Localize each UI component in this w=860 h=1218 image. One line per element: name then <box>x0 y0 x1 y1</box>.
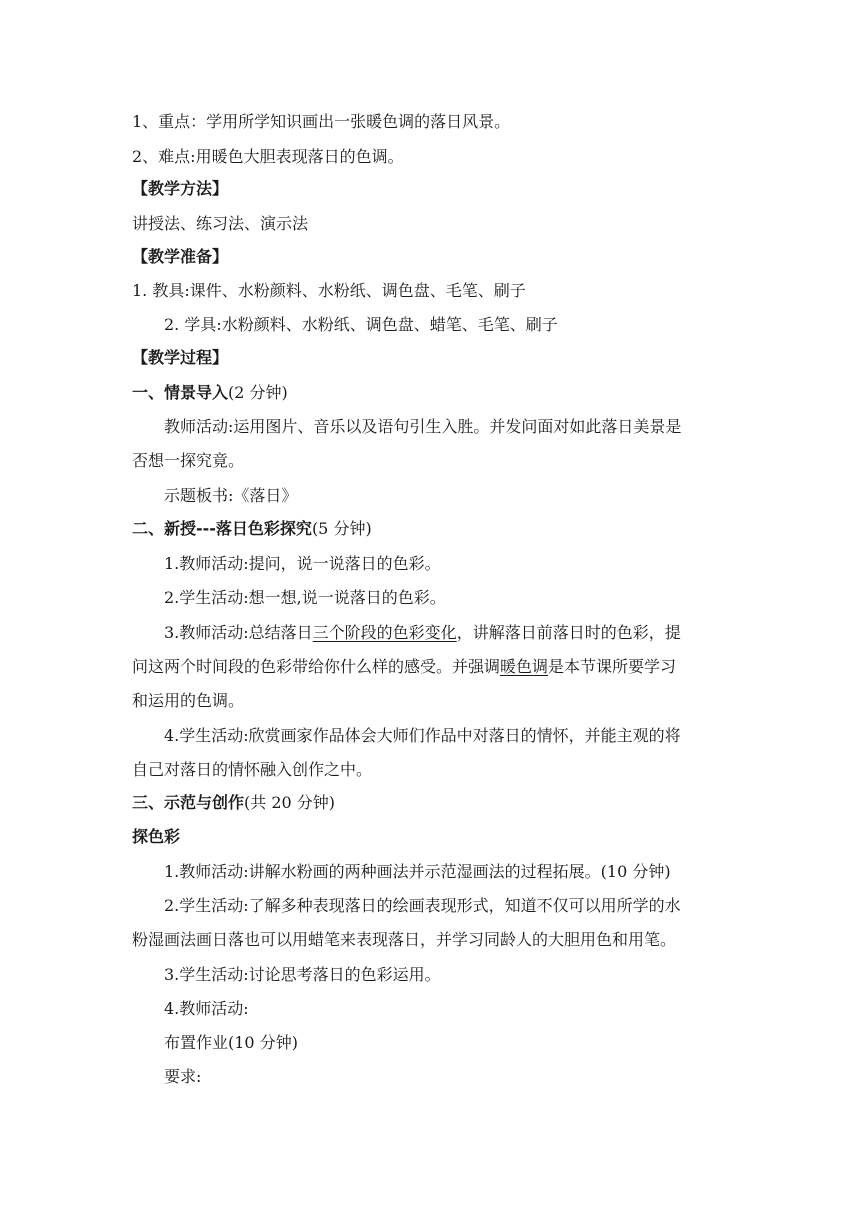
section-1-para-1-line-1: 教师活动:运用图片、音乐以及语句引生入胜。并发问面对如此落日美景是 <box>164 417 682 436</box>
section-2-item-3-text-b: ，讲解落日前落日时的色彩，提 <box>456 623 681 642</box>
methods-text: 讲授法、练习法、演示法 <box>132 214 309 233</box>
key-point-2: 2、难点:用暖色大胆表现落日的色调。 <box>132 147 404 166</box>
section-3-item-4: 4.教师活动: <box>164 999 249 1018</box>
section-3-title-bold: 三、示范与创作 <box>132 793 245 812</box>
section-2-item-3-line-2-text-a: 问这两个时间段的色彩带给你什么样的感受。并强调 <box>132 657 501 676</box>
preparation-item-2: 2. 学具:水粉颜料、水粉纸、调色盘、蜡笔、毛笔、刷子 <box>164 315 558 334</box>
section-2-item-4-line-2: 自己对落日的情怀融入创作之中。 <box>132 760 373 779</box>
section-3-title <box>132 786 732 820</box>
section-2-item-3-underlined-1: 三个阶段的色彩变化 <box>312 623 457 642</box>
section-1-title-duration: (2 分钟) <box>228 383 288 402</box>
section-1-title <box>132 376 732 410</box>
section-3-item-2-line-1: 2.学生活动:了解多种表现落日的绘画表现形式，知道不仅可以用所学的水 <box>164 896 681 915</box>
section-2-title <box>132 512 732 546</box>
process-heading: 【教学过程】 <box>132 348 229 367</box>
section-3-homework: 布置作业(10 分钟) <box>164 1033 298 1052</box>
section-1-para-2: 示题板书:《落日》 <box>164 486 298 505</box>
section-1-title-bold: 一、情景导入 <box>132 383 229 402</box>
section-2-item-3-line-2-text-b: 是本节课所要学习 <box>548 657 677 676</box>
section-2-item-3-text-a: 3.教师活动:总结落日 <box>164 623 313 642</box>
section-3-item-2-line-2: 粉湿画法画日落也可以用蜡笔来表现落日，并学习同龄人的大胆用色和用笔。 <box>132 930 677 949</box>
section-2-title-duration: (5 分钟) <box>311 519 372 538</box>
section-2-item-3-line-3: 和运用的色调。 <box>132 691 245 710</box>
section-3-title-duration: (共 20 分钟) <box>244 793 336 812</box>
section-3-item-3: 3.学生活动:讨论思考落日的色彩运用。 <box>164 965 441 984</box>
section-2-title-bold: 二、新授---落日色彩探究 <box>132 519 312 538</box>
preparation-item-1: 1. 教具:课件、水粉颜料、水粉纸、调色盘、毛笔、刷子 <box>132 281 526 300</box>
section-3-item-1: 1.教师活动:讲解水粉画的两种画法并示范湿画法的过程拓展。(10 分钟) <box>164 862 671 881</box>
section-2-item-2: 2.学生活动:想一想,说一说落日的色彩。 <box>164 588 446 607</box>
section-1-para-1-line-2: 否想一探究竟。 <box>132 451 245 470</box>
preparation-heading: 【教学准备】 <box>132 247 229 266</box>
section-2-item-1: 1.教师活动:提问，说一说落日的色彩。 <box>164 554 441 573</box>
section-2-item-3-line-1 <box>164 616 764 650</box>
section-2-item-4-line-1: 4.学生活动:欣赏画家作品体会大师们作品中对落日的情怀，并能主观的将 <box>164 726 681 745</box>
section-2-item-3-line-2 <box>132 650 732 684</box>
methods-heading: 【教学方法】 <box>132 179 229 198</box>
section-2-item-3-underlined-2: 暖色调 <box>500 657 549 676</box>
section-3-sub-heading: 探色彩 <box>132 827 181 846</box>
section-3-requirement: 要求: <box>164 1067 202 1086</box>
key-point-1: 1、重点：学用所学知识画出一张暖色调的落日风景。 <box>132 112 511 131</box>
